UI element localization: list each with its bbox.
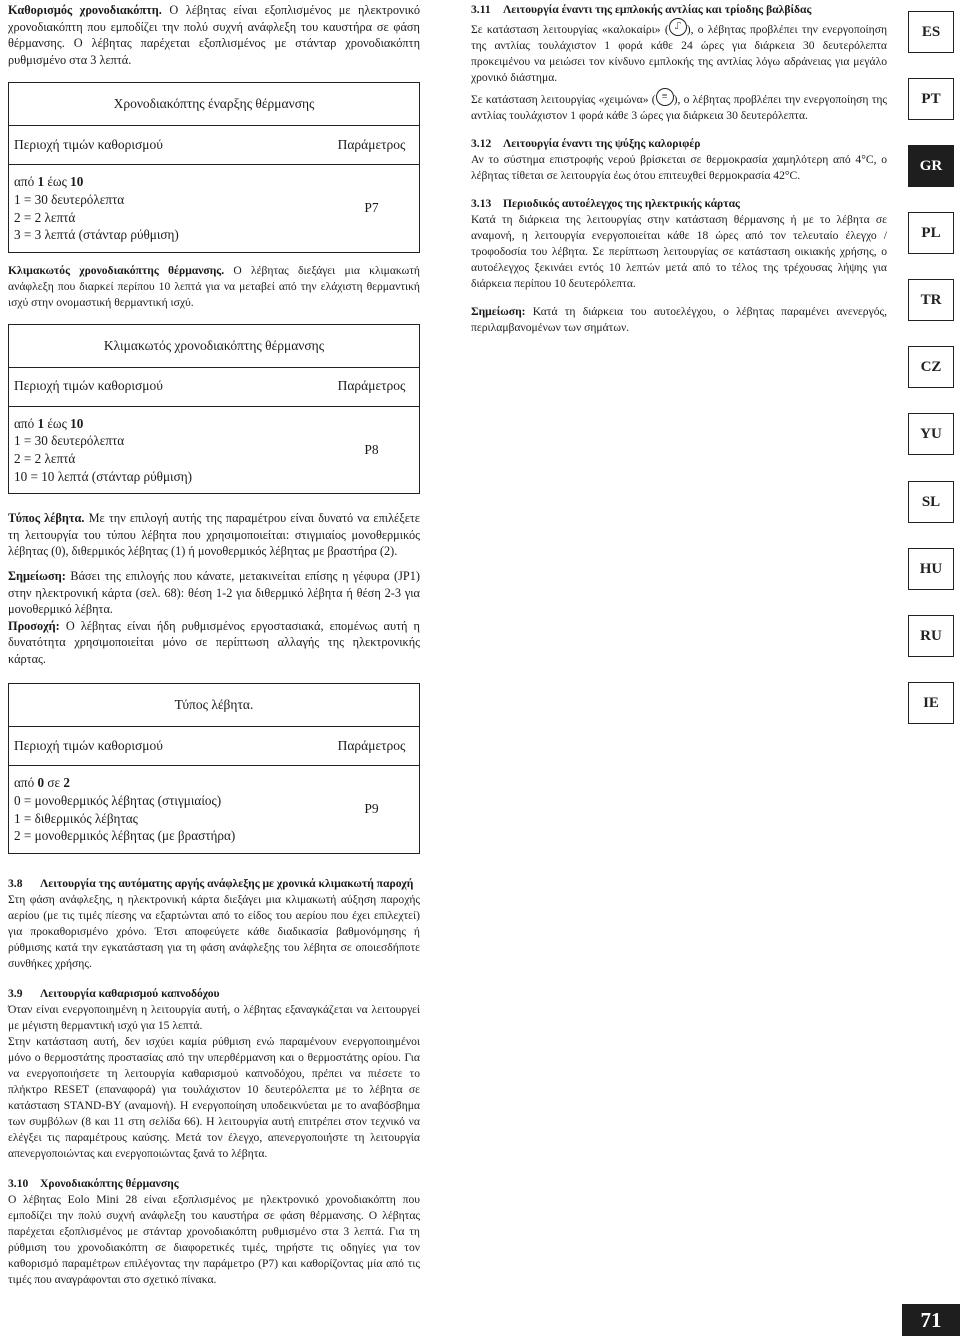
text-part: Σε κατάσταση λειτουργίας «χειμώνα» ( bbox=[471, 93, 656, 106]
range-mid: σε bbox=[44, 775, 64, 791]
section-heading bbox=[471, 196, 887, 212]
range-line bbox=[14, 774, 319, 792]
step-text: Ο λέβητας διεξάγει μια κλιμακωτή ανάφλεξη που διαρκεί περίπου 10 λεπτά για να μεταβεί από την ελάχιστη θερμαντική ισχύ στην ονομαστική θερμαντική ισχύ. bbox=[8, 263, 420, 309]
range-pre: από bbox=[14, 775, 38, 791]
value-row: 1 = 30 δευτερόλεπτα bbox=[14, 433, 125, 449]
left-column bbox=[8, 2, 420, 1288]
timer-start-table bbox=[8, 82, 420, 252]
note-paragraph bbox=[471, 304, 887, 336]
right-column bbox=[471, 2, 887, 336]
value-row: 3 = 3 λεπτά (στάνταρ ρύθμιση) bbox=[14, 227, 179, 243]
table-body bbox=[9, 407, 419, 493]
step-timer-table bbox=[8, 324, 420, 494]
range-a: 1 bbox=[37, 415, 45, 431]
value-row: 2 = 2 λεπτά bbox=[14, 209, 76, 225]
param-cell: P7 bbox=[364, 200, 379, 216]
note-label: Σημείωση: bbox=[471, 305, 526, 318]
section-title: Λειτουργία έναντι της ψύξης καλοριφέρ bbox=[503, 137, 701, 150]
range-pre: από bbox=[14, 174, 38, 190]
intro-heading: Καθορισμός χρονοδιακόπτη. bbox=[8, 3, 162, 17]
value-row: 0 = μονοθερμικός λέβητας (στιγμιαίος) bbox=[14, 793, 222, 809]
intro-text: Ο λέβητας είναι εξοπλισμένος με ηλεκτρονικό χρονοδιακόπτη που εμποδίζει την πολύ συχνή ανάφλεξη του καυστήρα σε φάση θέρμανσης. Ο λέβητας παρέχεται εξοπλισμένος με στάνταρ χρονοδιακόπτη ρυθμισμένο στα 3 λεπτά. bbox=[8, 3, 420, 67]
section-number: 3.10 bbox=[8, 1176, 29, 1190]
text-part: ), ο λέβητας προβλέπει την ενεργοποίηση της αντλίας τουλάχιστον 1 φορά κάθε 24 ώρες για διάρκεια 30 δευτερόλεπτα προκειμένου να μειώσει τον κίνδυνο εμπλοκής της αντλίας λόγω αδράνειας για μεγάλο χρονικό διάστημα. bbox=[471, 23, 888, 84]
section-3-8 bbox=[8, 876, 420, 1288]
range-b: 2 bbox=[63, 775, 70, 791]
section-title: Χρονοδιακόπτης θέρμανσης bbox=[40, 1176, 179, 1190]
range-line bbox=[14, 173, 319, 191]
table-header bbox=[9, 727, 419, 766]
table-header bbox=[9, 368, 419, 407]
section-text: Κατά τη διάρκεια της λειτουργίας στην κατάσταση θέρμανσης ή με το λέβητα σε αναμονή, η λειτουργία ενεργοποιείται κάθε 18 ώρες από τον τελευταίο έλεγχο / τροφοδοσία του λέβητα. Σε περίπτωση λειτουργίας σε κατάσταση οικιακής χρήσης, ο αυτοέλεγχος ξεκινάει εντός 10 λεπτών μετά από το τέλος της τρέχουσας λήψης για διάρκεια περίπου 10 δευτερόλεπτα. bbox=[471, 213, 887, 290]
lang-tab-gr[interactable]: GR bbox=[908, 145, 954, 187]
lang-tab-pl[interactable]: PL bbox=[908, 212, 954, 254]
range-b: 10 bbox=[70, 174, 84, 190]
type-text: Με την επιλογή αυτής της παραμέτρου είναι δυνατό να επιλέξετε τη λειτουργία του τύπου λέβητα που χρησιμοποιείται: στιγμιαίος μονοθερμικός λέβητας (0), διθερμικός λέβητας (1) ή μονοθερμικός λέβητας με βραστήρα (2). bbox=[8, 511, 420, 559]
lang-tab-ru[interactable]: RU bbox=[908, 615, 954, 657]
param-cell: P9 bbox=[364, 801, 379, 817]
range-a: 0 bbox=[37, 775, 45, 791]
value-row: 1 = διθερμικός λέβητας bbox=[14, 810, 138, 826]
note-paragraph bbox=[8, 568, 420, 618]
value-row: 2 = μονοθερμικός λέβητας (με βραστήρα) bbox=[14, 828, 236, 844]
winter-radiator-icon: ≡ bbox=[656, 88, 674, 106]
section-number: 3.11 bbox=[471, 3, 491, 16]
range-cell bbox=[9, 407, 324, 493]
caution-text: Ο λέβητας είναι ήδη ρυθμισμένος εργοστασιακά, επομένως αυτή η δυνατότητα χρησιμοποιείται μόνο σε περίπτωση αλλαγής της ηλεκτρονικής κάρτας. bbox=[8, 618, 420, 666]
section-title: Περιοδικός αυτοέλεγχος της ηλεκτρικής κάρτας bbox=[503, 197, 740, 210]
value-row: 1 = 30 δευτερόλεπτα bbox=[14, 191, 125, 207]
section-number: 3.13 bbox=[471, 197, 492, 210]
header-param: Παράμετρος bbox=[337, 378, 406, 394]
param-cell: P8 bbox=[364, 441, 379, 457]
lang-tab-yu[interactable]: YU bbox=[908, 413, 954, 455]
header-range: Περιοχή τιμών καθορισμού bbox=[14, 137, 163, 153]
header-range: Περιοχή τιμών καθορισμού bbox=[14, 738, 163, 754]
section-heading bbox=[471, 2, 887, 18]
lang-tab-ie[interactable]: IE bbox=[908, 682, 954, 724]
section-title: Λειτουργία της αυτόματης αργής ανάφλεξης με χρονικά κλιμακωτή παροχή bbox=[40, 876, 414, 890]
section-heading bbox=[471, 136, 887, 152]
lang-tab-pt[interactable]: PT bbox=[908, 78, 954, 120]
note-label: Σημείωση: bbox=[8, 568, 66, 583]
caution-label: Προσοχή: bbox=[8, 618, 60, 633]
section-number: 3.8 bbox=[8, 876, 23, 890]
note-text: Βάσει της επιλογής που κάνατε, μετακινείται επίσης η γέφυρα (JP1) στην ηλεκτρονική κάρτα (σελ. 68): θέση 1-2 για διθερμικό λέβητα ή θέση 2-3 για μονοθερμικό λέβητα. bbox=[8, 568, 420, 617]
range-b: 10 bbox=[70, 415, 84, 431]
type-heading: Τύπος λέβητα. bbox=[8, 511, 85, 526]
table-title: Τύπος λέβητα. bbox=[9, 684, 419, 727]
page-number: 71 bbox=[902, 1304, 960, 1336]
range-cell bbox=[9, 766, 324, 852]
section-text: Αν το σύστημα επιστροφής νερού βρίσκεται σε θερμοκρασία χαμηλότερη από 4°C, ο λέβητας τίθεται σε λειτουργία έως ότου επιτευχθεί θερμοκρασία 42°C. bbox=[471, 153, 887, 182]
lang-tab-hu[interactable]: HU bbox=[908, 548, 954, 590]
caution-paragraph bbox=[8, 618, 420, 668]
table-body bbox=[9, 766, 419, 852]
intro-paragraph bbox=[8, 2, 420, 68]
header-param: Παράμετρος bbox=[337, 137, 406, 153]
section-text: Στην κατάσταση αυτή, δεν ισχύει καμία ρύθμιση ενώ παραμένουν ενεργοποιημένοι μόνο ο θερμοστάτης προστασίας από την υπερθέρμανση και ο θερμοστάτης ορίου. Για να ενεργοποιήσετε τη λειτουργία καθαρισμού καπνοδόχου, πρέπει να πιέσετε το πλήκτρο RESET (επαναφορά) για τουλάχιστον 10 δευτερόλεπτα με το λέβητα σε κατάσταση STAND-BY (αναμονή). Η ενεργοποίηση υποδεικνύεται με το αναβόσβημα των συμβόλων (8 και 11 στη σελίδα 66). Η λειτουργία αυτή επιτρέπει στον τεχνικό να ελέγξει τις παραμέτρους καύσης. Μετά τον έλεγχο, απενεργοποιήστε τη λειτουργία απενεργοποιώντας και ενεργοποιώντας ξανά το λέβητα. bbox=[8, 1034, 420, 1160]
text-part: Σε κατάσταση λειτουργίας «καλοκαίρι» ( bbox=[471, 23, 669, 36]
range-a: 1 bbox=[37, 174, 45, 190]
section-text: Όταν είναι ενεργοποιημένη η λειτουργία αυτή, ο λέβητας εξαναγκάζεται να λειτουργεί με μέγιστη θερμαντική ισχύ για 15 λεπτά. bbox=[8, 1002, 420, 1032]
range-pre: από bbox=[14, 415, 38, 431]
range-mid: έως bbox=[44, 415, 71, 431]
table-title: Κλιμακωτός χρονοδιακόπτης θέρμανσης bbox=[9, 325, 419, 368]
section-heading bbox=[8, 876, 420, 892]
text-part: ), ο λέβητας προβλέπει την ενεργοποίηση της αντλίας τουλάχιστον 1 φορά κάθε 3 ώρες για διάρκεια 30 δευτερόλεπτα. bbox=[471, 93, 888, 122]
lang-tab-sl[interactable]: SL bbox=[908, 481, 954, 523]
value-row: 2 = 2 λεπτά bbox=[14, 450, 76, 466]
section-text bbox=[471, 18, 887, 86]
section-heading bbox=[8, 986, 420, 1002]
step-heading: Κλιμακωτός χρονοδιακόπτης θέρμανσης. bbox=[8, 263, 225, 277]
table-header bbox=[9, 126, 419, 165]
range-mid: έως bbox=[44, 174, 71, 190]
section-number: 3.12 bbox=[471, 137, 492, 150]
header-range: Περιοχή τιμών καθορισμού bbox=[14, 378, 163, 394]
lang-tab-es[interactable]: ES bbox=[908, 11, 954, 53]
value-row: 10 = 10 λεπτά (στάνταρ ρύθμιση) bbox=[14, 468, 192, 484]
table-body bbox=[9, 165, 419, 251]
range-cell bbox=[9, 165, 324, 251]
section-text: Στη φάση ανάφλεξης, η ηλεκτρονική κάρτα διεξάγει μια κλιμακωτή αύξηση παροχής αερίου (με τις τιμές πίεσης να εξαρτώνται από το είδος του αερίου που έχει επιλεχτεί) για προκαθορισμένο χρόνο. Έτσι αποφεύγετε κάθε διαδικασία βαθμονόμησης ή ρύθμισης κατά την εγκατάσταση για τη φάση ανάφλεξης του λέβητα σε οποιεσδήποτε συνθήκες χρήσης. bbox=[8, 892, 420, 970]
header-param: Παράμετρος bbox=[337, 738, 406, 754]
lang-tab-tr[interactable]: TR bbox=[908, 279, 954, 321]
boiler-type-table bbox=[8, 683, 420, 853]
range-line bbox=[14, 415, 319, 433]
section-number: 3.9 bbox=[8, 986, 23, 1000]
summer-tap-icon: ⑀ bbox=[669, 18, 687, 36]
section-title: Λειτουργία έναντι της εμπλοκής αντλίας και τρίοδης βαλβίδας bbox=[503, 3, 812, 16]
lang-tab-cz[interactable]: CZ bbox=[908, 346, 954, 388]
section-text: Ο λέβητας Eolo Mini 28 είναι εξοπλισμένος με ηλεκτρονικό χρονοδιακόπτη που εμποδίζει την πολύ συχνή ανάφλεξη του καυστήρα σε φάση θέρμανσης. Ο λέβητας παρέχεται εξοπλισμένος με στάνταρ χρονοδιακόπτη ρυθμισμένο στα 3 λεπτά. Για τη ρύθμιση του χρονοδιακόπτη σε διαφορετικές τιμές, τηρήστε τις οδηγίες για τον καθορισμό παραμέτρων επιλέγοντας την παράμετρο (P7) και καθορίζοντας μία από τις τιμές που αναγράφονται στο σχετικό πίνακα. bbox=[8, 1192, 420, 1286]
type-paragraph bbox=[8, 510, 420, 560]
section-text bbox=[471, 88, 887, 124]
table-title: Χρονοδιακόπτης έναρξης θέρμανσης bbox=[9, 83, 419, 126]
section-heading bbox=[8, 1176, 420, 1192]
step-paragraph bbox=[8, 263, 420, 311]
section-title: Λειτουργία καθαρισμού καπνοδόχου bbox=[40, 986, 220, 1000]
note-text: Κατά τη διάρκεια του αυτοελέγχου, ο λέβητας παραμένει ανενεργός, περιλαμβανομένων των σημάτων. bbox=[471, 305, 887, 334]
